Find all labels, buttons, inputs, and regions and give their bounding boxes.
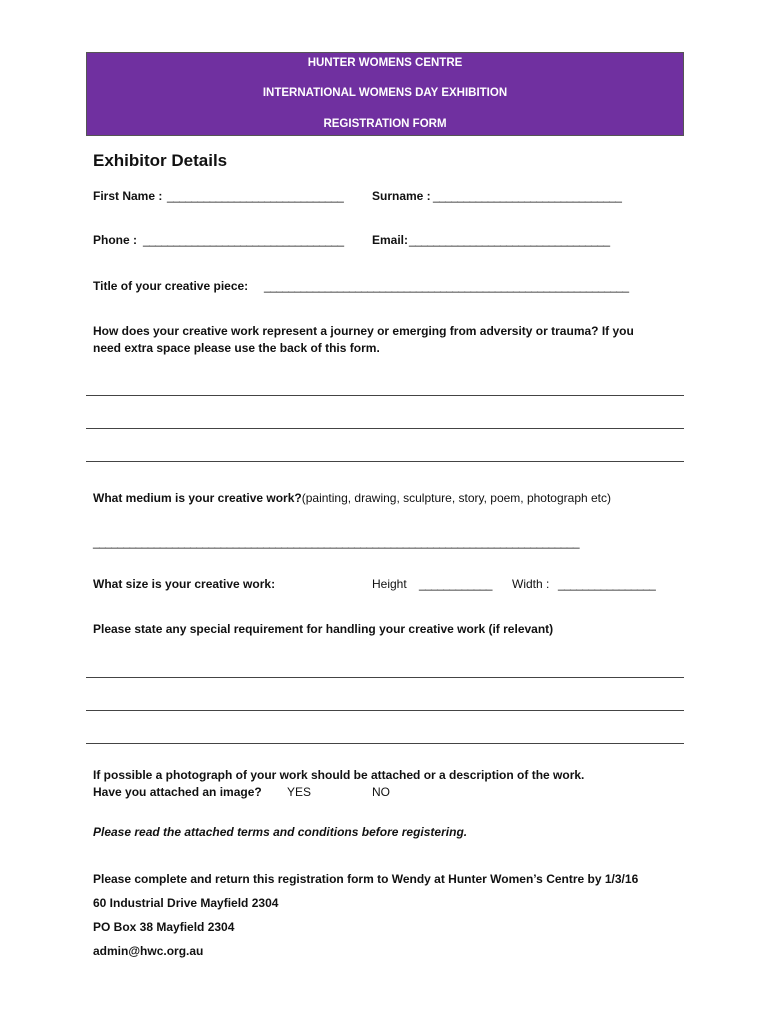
medium-label: What medium is your creative work? <box>93 491 302 505</box>
form-header-banner <box>86 52 684 136</box>
email-label: Email: <box>372 233 409 247</box>
special-answer-line-2[interactable] <box>86 710 684 711</box>
height-label: Height <box>372 577 407 591</box>
height-field[interactable]: ____________ <box>419 577 492 591</box>
terms-notice: Please read the attached terms and conditions before registering. <box>93 825 468 839</box>
size-label: What size is your creative work: <box>93 577 276 591</box>
special-requirement-question: Please state any special requirement for handling your creative work (if relevant) <box>93 622 554 636</box>
journey-question-line2: need extra space please use the back of this form. <box>93 341 380 355</box>
journey-answer-line-2[interactable] <box>86 428 684 429</box>
po-box-address: PO Box 38 Mayfield 2304 <box>93 920 235 934</box>
phone-field[interactable]: _________________________________ <box>143 233 344 247</box>
special-answer-line-1[interactable] <box>86 677 684 678</box>
special-answer-line-3[interactable] <box>86 743 684 744</box>
first-name-label: First Name : <box>93 189 163 203</box>
yes-option[interactable]: YES <box>287 785 312 799</box>
street-address: 60 Industrial Drive Mayfield 2304 <box>93 896 279 910</box>
medium-field[interactable]: ________________________________________________________________________________ <box>93 535 579 549</box>
creative-title-field[interactable]: ____________________________________________________________ <box>264 279 629 293</box>
phone-label: Phone : <box>93 233 137 247</box>
medium-hint: (painting, drawing, sculpture, story, poem, photograph etc) <box>301 491 612 505</box>
image-attached-question: Have you attached an image? <box>93 785 262 799</box>
journey-answer-line-1[interactable] <box>86 395 684 396</box>
journey-answer-line-3[interactable] <box>86 461 684 462</box>
organization-name: HUNTER WOMENS CENTRE <box>307 57 463 69</box>
section-title: Exhibitor Details <box>93 151 228 170</box>
surname-label: Surname : <box>372 189 431 203</box>
creative-title-label: Title of your creative piece: <box>93 279 249 293</box>
form-title: REGISTRATION FORM <box>323 118 447 130</box>
email-field[interactable]: _________________________________ <box>409 233 610 247</box>
journey-question-line1: How does your creative work represent a journey or emerging from adversity or trauma? If you <box>93 324 634 338</box>
contact-email: admin@hwc.org.au <box>93 944 204 958</box>
width-field[interactable]: ________________ <box>558 577 656 591</box>
first-name-field[interactable]: _____________________________ <box>167 189 344 203</box>
width-label: Width : <box>512 577 550 591</box>
exhibition-title: INTERNATIONAL WOMENS DAY EXHIBITION <box>262 87 508 99</box>
medium-question <box>93 491 611 505</box>
photo-instruction: If possible a photograph of your work should be attached or a description of the work. <box>93 768 585 782</box>
surname-field[interactable]: _______________________________ <box>433 189 622 203</box>
return-instruction: Please complete and return this registration form to Wendy at Hunter Women’s Centre by 1/3/16 <box>93 872 639 886</box>
no-option[interactable]: NO <box>372 785 390 799</box>
